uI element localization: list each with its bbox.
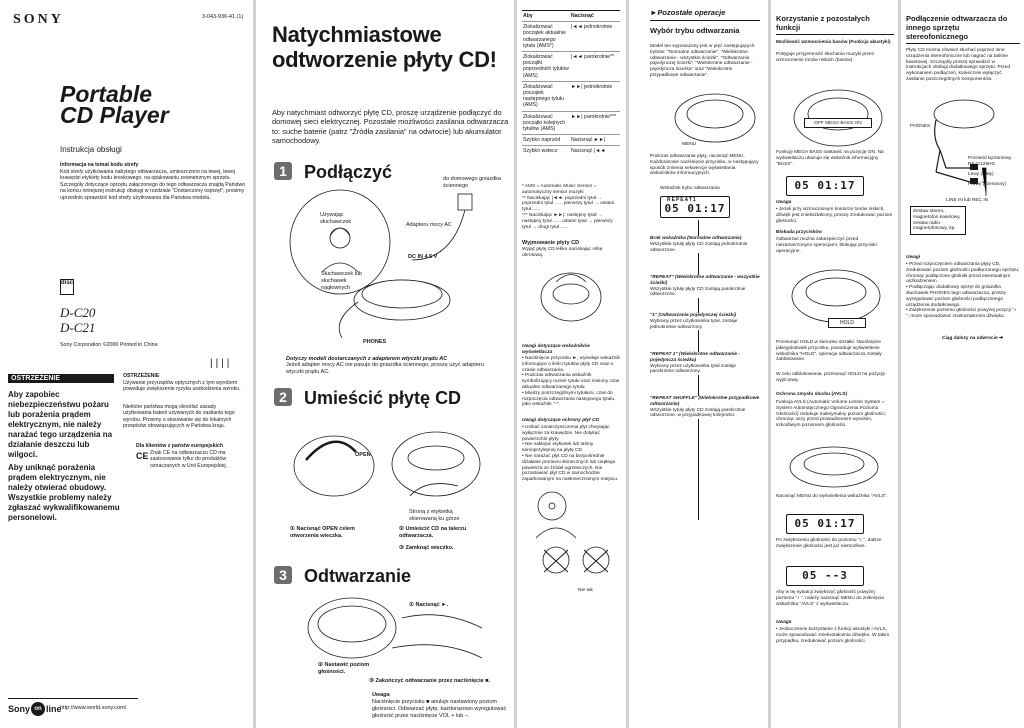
mode-item-repeat — [650, 275, 760, 298]
display-notes: • Naciśnięcie przycisku ►, wywołuje wskaźnik informujące o ilości tytułów płyty CD oraz o czasie odtwarzania. • Podczas odtwarzania wskaźnik symbolizujący numer tytułu oraz miniony czas aktualne odtwarzanego tytułu. • Między poszczególnymi tytułami, czas do rozpoczęcia odtwarzania następnego tytułu, jako wskaźnik "–". — [522, 356, 620, 408]
mode-title: Brak wskaźnika (Normalne odtwarzanie) — [650, 236, 742, 241]
warn-small-title: OSTRZEŻENIE — [123, 373, 160, 379]
mode-desc: Wszystkie tytuły płyty CD zostają jednokrotnie odtworzone. — [650, 241, 748, 253]
step2-a: ① Nacisnąć OPEN celem otworzenia wieczka. — [290, 526, 355, 539]
manual-label: Instrukcja obsługi — [60, 145, 122, 154]
dcin-label: DC IN 4.5 V — [408, 254, 438, 260]
step2-number: 2 — [274, 388, 292, 406]
warning-bar: OSTRZEŻENIE — [8, 374, 114, 383]
functions-title: Korzystanie z pozostałych funkcji — [776, 14, 870, 32]
wrong-way-label: Nie tak — [578, 588, 593, 593]
row-action: Zlokalizować początek aktualnie odtwarzanego tytułu (AMS*) — [522, 22, 570, 52]
mode-item-repeat1 — [650, 352, 760, 375]
mode-desc: Wszystkie tytuły płyty CD zostają parokrotnie odtworzone. — [650, 286, 746, 298]
step2-title: Umieścić płytę CD — [304, 388, 462, 408]
mode-desc: Wybrany przez użytkownika tytuł zostaje parokrotnie odtworzony. — [650, 363, 737, 375]
care-title: Uwagi dotyczące ochrony płyt CD — [522, 418, 600, 423]
table-row — [522, 111, 620, 135]
mode-title: "REPEAT" (Wielokrotne odtwarzanie - wszystkie ścieżki) — [650, 275, 760, 286]
table-head-press: Nacisnąć — [570, 11, 620, 22]
logo-part-on: on — [31, 702, 45, 716]
sony-online-logo — [8, 702, 62, 716]
mode-item-shuffle — [650, 396, 760, 419]
lcd-display-avls: 05 01:17 — [786, 514, 864, 534]
table-row — [522, 135, 620, 146]
warning-shock: Aby uniknąć porażenia prądem elektrycznym, nie należy otwierać obudowy. Wszystkie problemy należy zgłaszać wykwalifikowanemu personelowi. — [8, 463, 120, 522]
playmode-panel — [630, 0, 766, 728]
step2-b: ② Umieścić CD na talerzu odtwarzacza. — [399, 526, 467, 539]
connect-title: Podłączenie odtwarzacza do innego sprzętu stereofonicznego — [906, 14, 1008, 41]
table-row — [522, 52, 620, 82]
menu-label: MENU — [682, 142, 697, 147]
warning-fire: Aby zapobiec niebezpieczeństwu pożaru lub porażenia prądem elektrycznym, nie należy narażać tego urządzenia na działanie deszczu lub wilgoci. — [8, 390, 113, 459]
functions-panel — [772, 0, 898, 728]
stereo-set-box: Zestaw stereo, magnetofon kasetowy, zestaw radio-magnetofonowy, itp. — [910, 206, 966, 235]
step2-a-text: Nacisnąć OPEN celem otworzenia wieczka. — [290, 526, 355, 539]
megabass-text: Potęguje przyjemność słuchania muzyki przez wzmocnienie tonów niskich (basów). — [776, 52, 875, 63]
eject-text: Wyjąć płytę CD lekko naciskając ośkę obrotową. — [522, 247, 603, 258]
warn-small-battery: Niektóre państwa mogą określać zasady użytkowania baterii używanych do zasilania tego wyrobu. Prosimy o stosowanie się do lokalnych przepisów obowiązujących w Państwa kraju. — [123, 404, 235, 430]
row-action: Zlokalizować początki kolejnych tytułów (AMS) — [522, 111, 570, 135]
headphones-label: Słuchawczek lub słuchawek nagłownych — [321, 271, 362, 291]
bass-note-text: • Jeżeli przy wzmocnionym konturze tonów niskich, dźwięk jest zniekształcony, proszę zredukować poziom głośności. — [776, 207, 893, 224]
table-row — [522, 22, 620, 52]
adapter-label: Adapteru mocy AC — [406, 222, 452, 228]
step1-number: 1 — [274, 162, 292, 180]
table-row — [522, 81, 620, 111]
step3-a: ① Nacisnąć ►. — [409, 602, 449, 608]
row-action: Zlokalizować początek następnego tytułu (AMS) — [522, 81, 570, 111]
model-2: D-C21 — [60, 320, 96, 335]
barcode-marks: |||| — [210, 358, 233, 369]
logo-part-sony: Sony — [8, 704, 31, 714]
lcd-display-avls-limit: 05 --3 — [786, 566, 864, 586]
label-up-caption: Stroną z etykietką skierowaną ku górze — [409, 509, 460, 522]
logo-part-line: line — [46, 704, 62, 714]
avls-volume-text: Po zwiększeniu głośności do poziomu "♪ ", dalsze zwiększenie głośności jest już niemożliwe. — [776, 538, 882, 549]
playmode-title: Wybór trybu odtwarzania — [650, 26, 740, 35]
quickstart-panel — [256, 0, 514, 728]
line-in-label: LINE IN lub REC IN — [946, 198, 989, 203]
hold-title: Blokada przycisków — [776, 230, 822, 235]
eu-title: Dla klientów z państw europejskich — [136, 443, 224, 449]
connect-intro: Płyty CD można również słuchać poprzez inne urządzenia stereofoniczne lub nagrać na taśmie kasetowej. Szczegóły proszę sprawdzić w instrukcjach obsługi dodatkowego sprzętu. Przed wykonaniem podłączeń, koniecznie wyłączyć zasilanie poszczególnych komponentów. — [906, 48, 1010, 82]
megabass-illustration — [790, 72, 886, 148]
row-press: Nacisnąć ►►| — [570, 135, 620, 146]
cover-panel — [0, 0, 252, 728]
phones-label: PHONES — [363, 339, 387, 345]
hold-off-text: W celu odblokowania, przesunąć HOLD na pozycję wyjściową. — [776, 372, 886, 383]
header-rule — [650, 20, 760, 21]
player-menu-illustration — [670, 88, 760, 148]
using-label: Używając słuchawczek — [320, 212, 352, 225]
copyright: Sony Corporation ©2000 Printed in China — [60, 342, 158, 348]
mode-item-normal — [650, 236, 760, 253]
megabass-title: Możliwość wzmocnienia basów (Funkcja akustyki) — [776, 40, 891, 45]
table-footnotes: * AMS = Automatic Music Sensor = automatyczny sensor muzyki ** Naciskając |◄◄: poprzedni tytuł → poprzedni tytuł ...... pierwszy tytuł → ostatni tytuł ...... *** Naciskając ►►|: następny tytuł → następny tytuł ...... ostatni tytuł → pierwszy tytuł → drugi tytuł ...... — [522, 184, 615, 230]
connect-panel — [902, 0, 1024, 728]
row-press: ►►| jednokrotnie — [570, 81, 620, 111]
hold-switch[interactable] — [828, 318, 866, 328]
avls-cancel-text: Aby w tej sytuacji zwiększyć głośność powyżej poziomu "♪ ", należy nacisnąć MENU do zniknięcia wskaźnika "AVLS" z wyświetlacza. — [776, 590, 884, 607]
hold-how-text: Przesunąć HOLD w kierunku strzałki. Naciśnięcie jakiegokolwiek przycisku, powoduje wyświetlenie wskaźnika "HOLD", operacje odtwarzacza zostały zablokowane. — [776, 340, 882, 363]
sony-logo: SONY — [13, 12, 64, 27]
step3-c: ③ Zakończyć odtwarzanie przez naciśnięcie ■. — [369, 678, 491, 684]
megabass-switch[interactable]: OFF MEGA BASS ON — [804, 118, 872, 128]
mode-title: "REPEAT 1" (Wielokrotne odtwarzanie - pojedyncza ścieżka) — [650, 352, 740, 363]
eu-text: Znak CE na odtwarzaczu CD ma zastosowanie tylko do produktów oznaczanych w Unii Europejskiej. — [150, 450, 227, 469]
ce-mark: CE — [136, 451, 149, 461]
region-info-title: Informacja na temat kodu strefy — [60, 162, 139, 168]
connect-illustration — [272, 180, 512, 350]
table-head-action: Aby — [522, 11, 570, 22]
fold-line-2 — [514, 0, 517, 728]
eject-title: Wyjmowanie płyty CD — [522, 240, 580, 246]
right-channel-label: Prawy (czerwony) — [968, 182, 1007, 187]
fold-line-4 — [768, 0, 771, 728]
mode-desc: Wszystkie tytuły płyty CD zostają parokrotnie odtworzone, w przypadkowej kolejności. — [650, 407, 746, 419]
continued-overleaf[interactable]: Ciąg dalszy na odwrocie ➔ — [942, 336, 1004, 341]
mode-indicator-caption: Wskaźnik trybu odtwarzania — [660, 186, 720, 191]
megabass-set-text: Funkcję MEGA BASS nastawić na pozycję ON. Na wyświetlaczu ukazuje się wskaźnik informacyjny "BASS". — [776, 150, 884, 167]
playmode-intro: Model ten wyposażony jest w pięć następujących trybów: "Normalne odtwarzanie", "Wielokrotne odtwarzanie - wszystkie ścieżki", "Odtwarzanie pojedynczej ścieżki", "Wielokrotne odtwarzanie - pojedyncza ścieżka" oraz "Wielokrotne przypadkowe odtwarzanie". — [650, 44, 755, 78]
functions-rule — [776, 34, 894, 35]
connect-rule — [906, 43, 1020, 44]
other-operations-header: ►Pozostałe operacje — [650, 8, 726, 17]
avls-note-title: Uwaga — [776, 620, 792, 625]
care-notes: • Unikać zanieczyszczenia płyt chwytając wyłącznie za krawędzie. Nie dotykać powierzchni płyty. • Nie naklejać etykietek lub taśmy samoprzylepnej na płytę CD. • Nie narażać płyt CD na bezpośrednie działanie promieni słonecznych lub ciepłego powietrza ze źródeł ogrzewczych. Nie pozostawiać płyt CD w samochodzie zaparkowanym na nasłonecznionym miejscu. — [522, 425, 619, 483]
avls-text: Funkcja AVLS (Automatic Volume Limiter System = System Automatycznego Ograniczenia Poziomu Głośności) redukuje maksymalny poziom głośności, chroniąc uszy przed prowadzeniem wysokim, szkodliwym poziomem głośności. — [776, 400, 886, 429]
lcd-repeat-indicator: REPEAT1 — [667, 197, 697, 203]
step3-b: ② Nastawić poziom głośności. — [318, 662, 370, 675]
row-action: Szybko naprzód — [522, 135, 570, 146]
phones-jack-label: PHONES — [910, 124, 931, 129]
row-press: |◄◄ jednokrotnie — [570, 22, 620, 52]
fold-line-5 — [898, 0, 901, 728]
connect-notes-title: Uwagi — [906, 255, 921, 260]
menu-press-text: Podczas odtwarzania płyty, nacisnąć MENU. Każdorazowe naciśnięcie przycisku, w następujący sposób zmienia sekwencje wyświetlania wskaźników informacyjnych: — [650, 154, 759, 177]
avls-title: Ochrona zmysłu słuchu (AVLS) — [776, 392, 848, 397]
disc-handling-illustration — [526, 488, 622, 592]
step3-title: Odtwarzanie — [304, 566, 412, 586]
warn-small-optics: Używanie przyrządów optycznych z tym wyrobem powoduje zwiększenie ryzyka uszkodzenia wzroku. — [123, 380, 241, 393]
row-press: |◄◄ parokrotnie** — [570, 52, 620, 82]
lcd-display-bass: 05 01:17 — [786, 176, 864, 196]
step3-c-text: Zakończyć odtwarzanie przez naciśnięcie ■. — [375, 678, 491, 684]
step3-b-text: Nastawić poziom głośności. — [318, 662, 370, 675]
step3-number: 3 — [274, 566, 292, 584]
step2-c-text: Zamknąć wieczko. — [405, 545, 454, 551]
step3-note-text: Naciśnięcie przycisku ■ anuluje nastawiony poziom głośności. Odtwarzać płytę, każdorazowo wyregulować głośność przez naciśnięcie VOL + lub –. — [372, 699, 507, 719]
ams-table — [522, 10, 620, 157]
region-info-text: Kod strefy użytkowania nabytego odtwarzacza, umieszczono na lewej, lewej krawędzi etykiety kodu kreskowego, na opakowaniu zewnętrznym sprzętu. Szczegóły dotyczące oprzętu załączonego do tego odtwarzacza znajdą Państwo na końcu niniejszej instrukcji obsługi w rozdziale "Dostarczony osprzęt"; prosimy uprzednio sprawdzić kod strefy użytkowania dla Państwa modelu. — [60, 169, 246, 201]
model-1: D-C20 — [60, 305, 96, 320]
compact-disc-logo: disc — [60, 279, 74, 295]
sony-url[interactable]: http://www.world.sony.com/ — [60, 705, 127, 711]
hold-switch-label: HOLD — [840, 320, 854, 326]
step1-title: Podłączyć — [304, 162, 393, 182]
mode-title: "REPEAT SHUFFLE" (Wielokrotne przypadkowe odtwarzanie) — [650, 396, 760, 407]
mode-item-single — [650, 313, 760, 330]
avls-menu-text: Nacisnąć MENU do wyświetlenia wskaźnika "AVLS". — [776, 494, 888, 499]
lcd-display-repeat — [660, 196, 730, 218]
hold-text: Odtwarzać można zabezpieczyć przed niezamierzonymi operacjami, blokując przyciski operacyjne. — [776, 237, 877, 254]
step3-note-title: Uwaga — [372, 692, 390, 698]
plug-note-title: Dotyczy modeli dostarczanych z adapterem wtyczki prądu AC — [286, 356, 448, 362]
fold-line-3 — [626, 0, 629, 728]
home-socket-label: do domowego gniazdka ściennego — [443, 176, 502, 189]
product-title-2: CD Player — [60, 102, 169, 128]
row-press: ►►| parokrotnie*** — [570, 111, 620, 135]
footer-rule — [8, 698, 138, 699]
step2-c: ③ Zamknąć wieczko. — [399, 545, 454, 551]
table-row — [522, 146, 620, 157]
row-action: Szybko wstecz — [522, 146, 570, 157]
avls-note-text: • Jednoczesne korzystanie z funkcji akustyki i AVLS, może spowodować zniekształcenia dźwięku. W takim przypadku, zredukować poziom głośności. — [776, 627, 890, 644]
cable-label: Przewód łączeniowy RK-G129HG — [968, 156, 1012, 167]
display-notes-title: Uwagi dotyczące wskaźników wyświetlacza — [522, 344, 590, 355]
eject-illustration — [536, 262, 606, 332]
main-title: Natychmiastowe odtworzenie płyty CD! — [272, 22, 497, 72]
step3-a-text: Nacisnąć ►. — [415, 602, 449, 608]
main-intro: Aby natychmiast odtworzyć płytę CD, proszę urządzenie podłączyć do domowej sieci elektrycznej. Pozostałe możliwości zasilania odtwarzacza to: suche baterie (patrz "Źródła zasilania" na odwrocie) lub akumulator samochodowy. — [272, 108, 509, 146]
row-action: Zlokalizować początki poprzednich tytułów (AMS) — [522, 52, 570, 82]
part-number: 3-043-936-41 (1) — [202, 14, 244, 20]
connect-notes: • Przed rozpoczęciem odtwarzania płyty CD, zredukować poziom głośności podłączonego sprzętu, chroniąc podłączone głośniki przed ewentualnym uszkodzeniem. • Podłączając dodatkowy sprzęt do gniazdka słuchawek PHONES tego odtwarzacza, proszę wyregulować poziom głośności podłączonego urządzenia dodatkowego. • Zwiększenie poziomu głośności powyżej pozycji "♪ ", może spowodować zniekształcenia dźwięku. — [906, 262, 1020, 320]
mode-title: "1" (Odtwarzanie pojedynczej ścieżki) — [650, 313, 737, 318]
plug-note-text: Jeżeli adapter mocy AC nie pasuje do gniazdka ściennego, proszę użyć adapteru wtyczki prądu AC. — [286, 362, 484, 375]
left-channel-label: Lewy (biały) — [968, 172, 994, 177]
open-label: OPEN — [355, 452, 371, 458]
avls-illustration — [786, 442, 882, 492]
step2-b-text: Umieścić CD na talerzu odtwarzacza. — [399, 526, 467, 539]
row-press: Nacisnąć |◄◄ — [570, 146, 620, 157]
insert-cd-illustration — [286, 408, 486, 508]
table-panel — [518, 0, 622, 728]
mode-desc: Wybrany przez użytkownika tytuł, zostaje jednokrotnie odtworzony. — [650, 318, 738, 330]
product-title-1: Portable — [60, 81, 153, 107]
bass-note-title: Uwaga — [776, 200, 792, 205]
lcd-time: 05 01:17 — [664, 202, 726, 215]
